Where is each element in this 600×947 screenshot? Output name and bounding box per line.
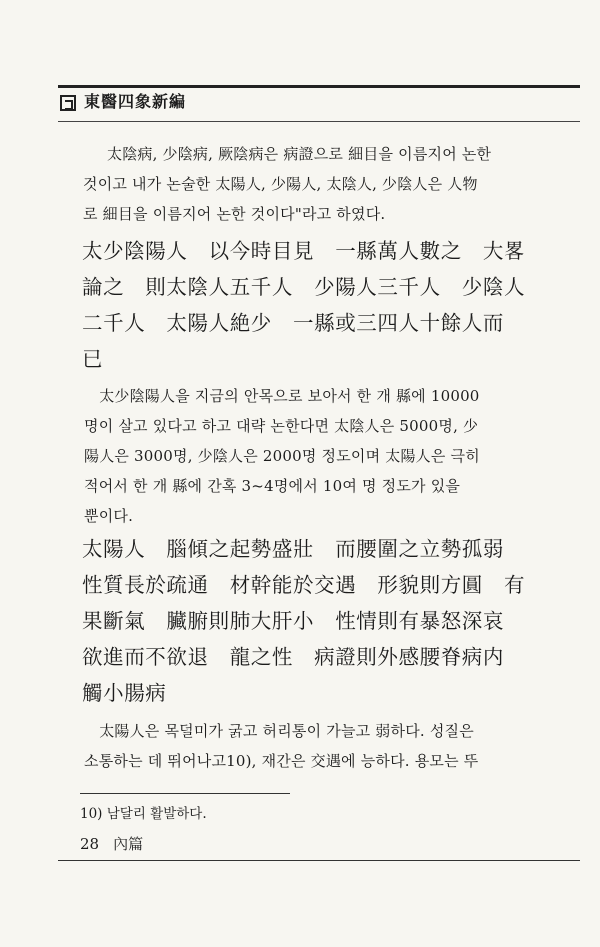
text-line: 欲進而不欲退 龍之性 病證則外感腰脊病内: [82, 645, 504, 669]
text-line: 二千人 太陽人絶少 一縣或三四人十餘人而: [82, 311, 504, 335]
text-line: 太陽人은 목덜미가 굵고 허리통이 가늘고 弱하다. 성질은: [84, 722, 474, 740]
text-line: 陽人은 3000명, 少陰人은 2000명 정도이며 太陽人은 극히: [84, 447, 480, 465]
text-line: 로 細目을 이름지어 논한 것이다"라고 하였다.: [83, 205, 386, 223]
translation-paragraph-3: [84, 716, 478, 776]
bottom-rule: [58, 860, 580, 861]
text-line: 명이 살고 있다고 하고 대략 논한다면 太陰人은 5000명, 少: [84, 417, 479, 435]
text-line: 太少陰陽人을 지금의 안목으로 보아서 한 개 縣에 10000: [84, 387, 480, 405]
text-line: 太陽人 腦傾之起勢盛壯 而腰圍之立勢孤弱: [82, 537, 504, 561]
footnote-rule: [80, 793, 290, 794]
text-line: 已: [82, 347, 104, 371]
text-line: 觸小腸病: [82, 681, 167, 705]
section-label: 內篇: [113, 835, 144, 853]
book-logo-icon: [60, 95, 76, 111]
text-line: 果斷氣 臟腑則肺大肝小 性情則有暴怒深哀: [82, 609, 504, 633]
header-sub-rule: [58, 121, 580, 122]
page-number: 28: [80, 835, 100, 853]
text-line: 소통하는 데 뛰어나고10), 재간은 交遇에 능하다. 용모는 뚜: [84, 752, 479, 770]
folio: [80, 834, 157, 854]
running-header-title: 東醫四象新編: [84, 92, 187, 111]
text-line: 적어서 한 개 縣에 간혹 3~4명에서 10여 명 정도가 있을: [84, 477, 461, 495]
footnote: 10) 남달리 활발하다.: [80, 806, 207, 822]
header-rule: [58, 85, 580, 88]
text-line: 것이고 내가 논술한 太陽人, 少陽人, 太陰人, 少陰人은 人物: [83, 175, 478, 193]
text-line: 太陰病, 少陰病, 厥陰病은 病證으로 細目을 이름지어 논한: [107, 145, 492, 163]
original-paragraph-1: [82, 233, 525, 377]
text-line: 뿐이다.: [84, 507, 134, 525]
original-paragraph-2: [82, 531, 525, 711]
translation-paragraph-1: [83, 139, 492, 229]
translation-paragraph-2: [84, 381, 480, 531]
text-line: 論之 則太陰人五千人 少陽人三千人 少陰人: [82, 275, 526, 299]
text-line: 性質長於疏通 材幹能於交遇 形貌則方圓 有: [82, 573, 526, 597]
text-line: 太少陰陽人 以今時目見 一縣萬人數之 大畧: [82, 239, 526, 263]
